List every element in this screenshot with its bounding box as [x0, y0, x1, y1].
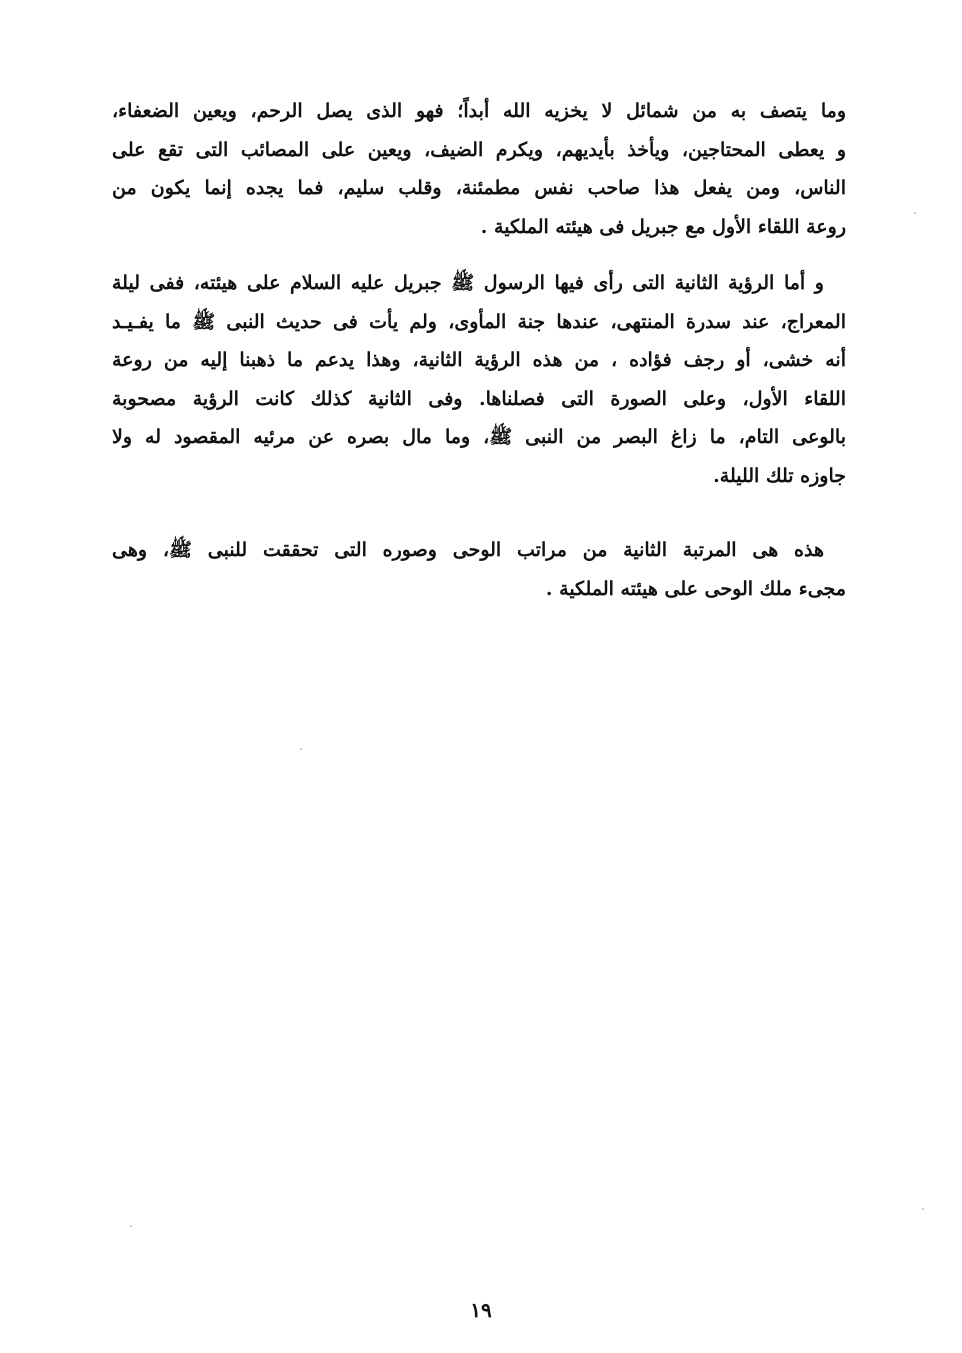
paragraph-line: بالوعى التام، ما زاغ البصر من النبى ﷺ، وما مال بصره عن مرئيه المقصود له ولا — [112, 426, 846, 448]
paragraph-line: اللقاء الأول، وعلى الصورة التى فصلناها. وفى الثانية كذلك كانت الرؤية مصحوبة — [112, 387, 846, 410]
paragraph-line: جاوزه تلك الليلة. — [713, 464, 846, 487]
scan-speck — [914, 212, 916, 214]
paragraph-line: و يعطى المحتاجين، ويأخذ بأيديهم، ويكرم الضيف، ويعين على المصائب التى تقع على — [112, 138, 846, 161]
paragraph-line: المعراج، عند سدرة المنتهى، عندها جنة المأوى، ولم يأت فى حديث النبى ﷺ ما يفـيـد — [112, 310, 846, 333]
scan-speck — [300, 748, 302, 750]
paragraph-line: روعة اللقاء الأول مع جبريل فى هيئته الملكية . — [480, 215, 846, 238]
paragraph-1 — [112, 92, 846, 246]
paragraph-line: هذه هى المرتبة الثانية من مراتب الوحى وصوره التى تحققت للنبى ﷺ، وهى — [112, 539, 824, 561]
scan-speck — [130, 1225, 132, 1227]
paragraph-line: مجىء ملك الوحى على هيئته الملكية . — [545, 577, 846, 600]
scan-speck — [922, 1208, 924, 1210]
paragraph-line: وما يتصف به من شمائل لا يخزيه الله أبداً؛ فهو الذى يصل الرحم، ويعين الضعفاء، — [112, 100, 846, 122]
paragraph-2 — [112, 264, 846, 495]
page-number: ١٩ — [470, 1298, 492, 1322]
paragraph-3 — [112, 531, 846, 608]
paragraph-line: و أما الرؤية الثانية التى رأى فيها الرسول ﷺ جبريل عليه السلام على هيئته، ففى ليلة — [112, 272, 824, 294]
paragraph-line: أنه خشى، أو رجف فؤاده ، من هذه الرؤية الثانية، وهذا يدعم ما ذهبنا إليه من روعة — [112, 349, 846, 371]
paragraph-line: الناس، ومن يفعل هذا صاحب نفس مطمئنة، وقلب سليم، فما يجده إنما يكون من — [112, 177, 846, 199]
